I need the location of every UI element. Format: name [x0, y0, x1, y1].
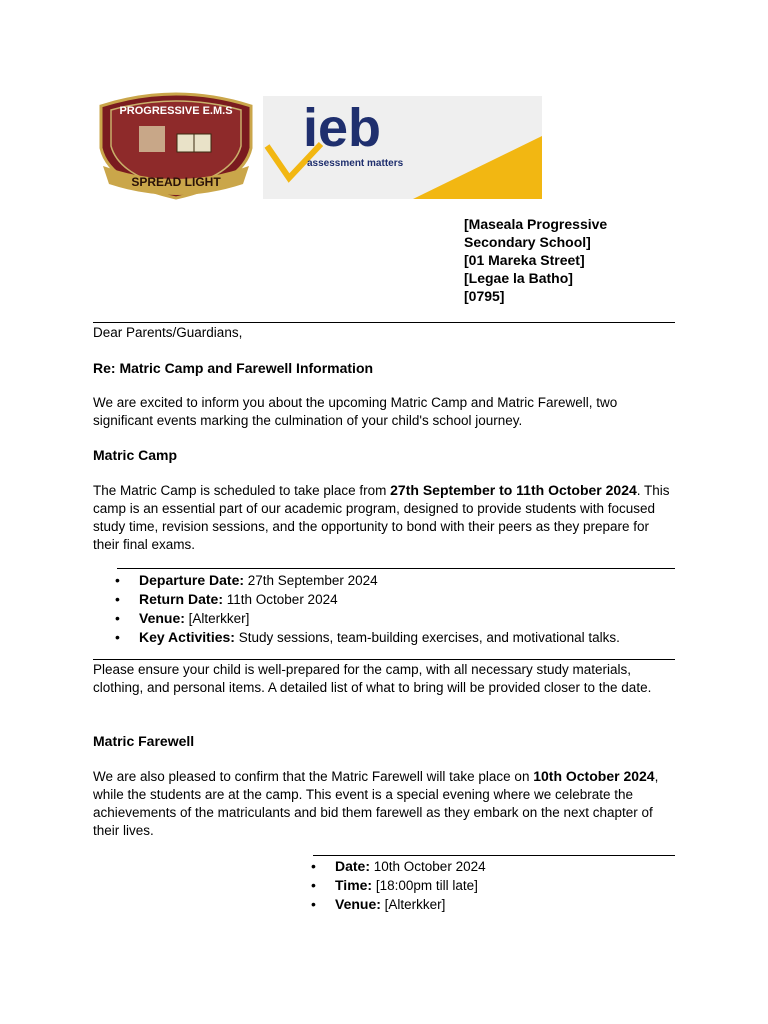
- school-address: [464, 215, 676, 305]
- greeting: Dear Parents/Guardians,: [93, 325, 243, 340]
- school-crest-logo: [93, 88, 259, 200]
- detail-key: Venue:: [139, 610, 185, 626]
- list-item: [115, 628, 675, 647]
- list-item: [311, 876, 675, 895]
- camp-paragraph: [93, 481, 675, 554]
- divider: [93, 322, 675, 323]
- divider: [313, 855, 675, 856]
- camp-paragraph-end: . This camp is an essential part of our academic program, designed to provide students with focused study time, revision sessions, and the opportunity to bond with their peers as they prepare for their final exams.: [93, 483, 670, 552]
- farewell-heading: Matric Farewell: [93, 733, 195, 749]
- detail-key: Time:: [335, 877, 373, 893]
- list-item: [115, 571, 675, 590]
- detail-value: Study sessions, team-building exercises, and motivational talks.: [234, 630, 620, 645]
- list-item: [115, 609, 675, 628]
- detail-value: [Alterkker]: [380, 897, 446, 912]
- svg-text:assessment matters: assessment matters: [307, 158, 404, 169]
- address-line-area: [Legae la Batho]: [464, 270, 573, 286]
- farewell-date: 10th October 2024: [533, 768, 655, 784]
- intro-paragraph: We are excited to inform you about the upcoming Matric Camp and Matric Farewell, two significant events marking the culmination of your child's school journey.: [93, 395, 618, 428]
- list-item: [115, 590, 675, 609]
- detail-value: [Alterkker]: [184, 611, 250, 626]
- camp-heading: Matric Camp: [93, 447, 178, 463]
- divider: [93, 659, 675, 660]
- address-line-name: [Maseala Progressive Secondary School]: [464, 216, 608, 250]
- detail-value: 11th October 2024: [223, 592, 338, 607]
- camp-dates: 27th September to 11th October 2024: [390, 482, 637, 498]
- divider: [117, 568, 675, 569]
- ieb-logo: [263, 96, 542, 199]
- address-line-street: [01 Mareka Street]: [464, 252, 585, 268]
- camp-preparation-paragraph: Please ensure your child is well-prepared for the camp, with all necessary study materials, clothing, and personal items. A detailed list of what to bring will be provided closer to the date.: [93, 662, 652, 695]
- list-item: [311, 857, 675, 876]
- farewell-paragraph-end: , while the students are at the camp. This event is a special evening where we celebrate the achievements of the matriculants and bid them farewell as they embark on the next chapter of their lives.: [93, 769, 659, 838]
- detail-value: 27th September 2024: [244, 573, 378, 588]
- detail-key: Date:: [335, 858, 371, 874]
- svg-text:ieb: ieb: [303, 98, 382, 158]
- detail-key: Venue:: [335, 896, 381, 912]
- detail-key: Key Activities:: [139, 629, 235, 645]
- svg-text:SPREAD LIGHT: SPREAD LIGHT: [131, 175, 221, 189]
- farewell-paragraph: [93, 767, 675, 840]
- detail-value: 10th October 2024: [370, 859, 486, 874]
- detail-key: Departure Date:: [139, 572, 245, 588]
- address-line-code: [0795]: [464, 288, 505, 304]
- header-logos: [93, 88, 543, 200]
- subject-line: Re: Matric Camp and Farewell Information: [93, 360, 374, 376]
- camp-paragraph-start: The Matric Camp is scheduled to take place from: [93, 483, 391, 498]
- camp-details-list: [115, 571, 675, 647]
- detail-value: [18:00pm till late]: [372, 878, 478, 893]
- farewell-paragraph-start: We are also pleased to confirm that the Matric Farewell will take place on: [93, 769, 534, 784]
- farewell-details-list: [311, 857, 675, 914]
- list-item: [311, 895, 675, 914]
- detail-key: Return Date:: [139, 591, 224, 607]
- svg-text:PROGRESSIVE E.M.S: PROGRESSIVE E.M.S: [119, 105, 233, 117]
